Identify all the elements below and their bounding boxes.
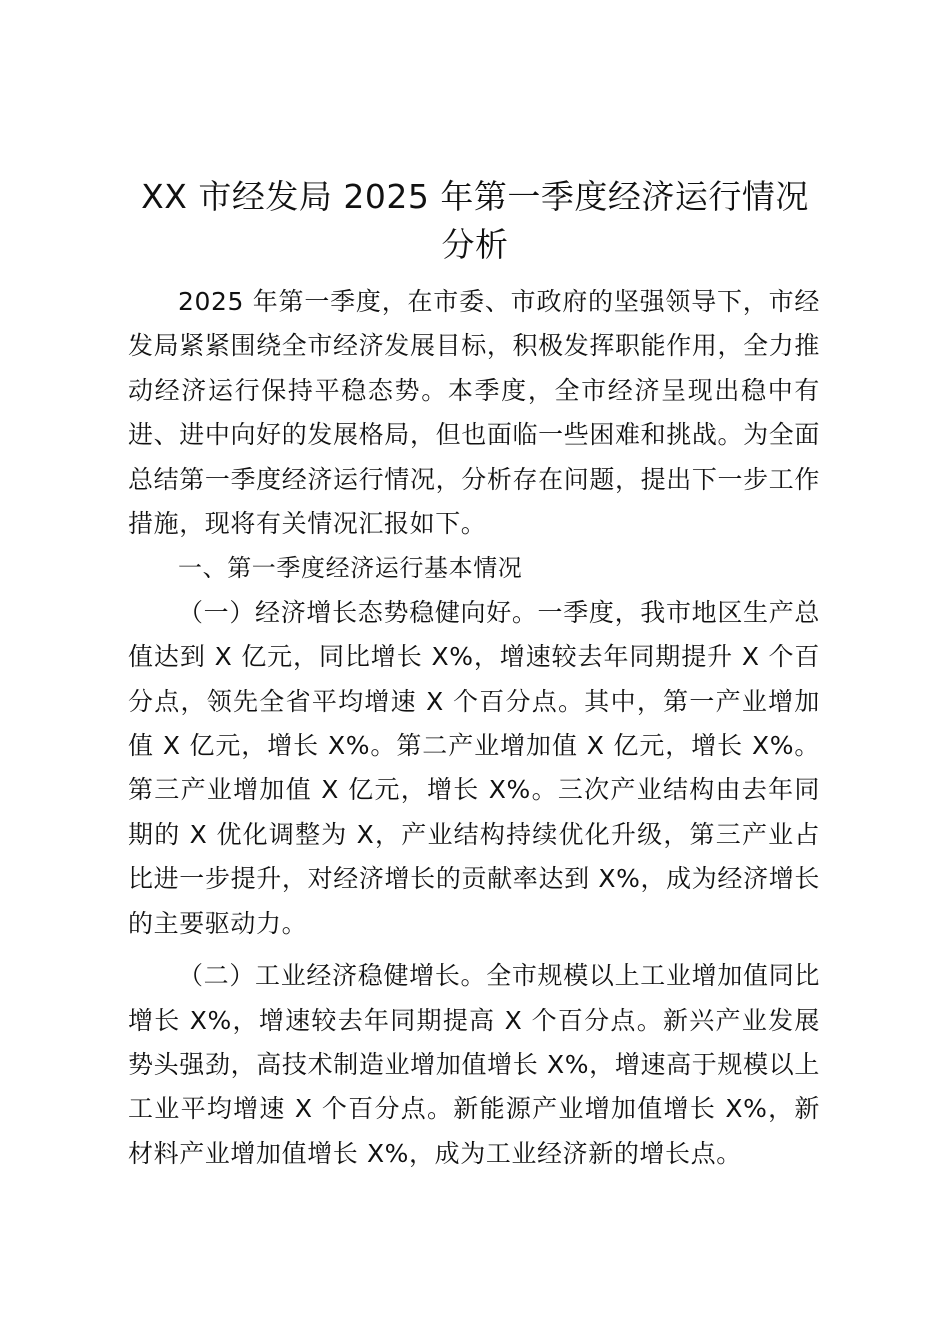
intro-paragraph: 2025 年第一季度，在市委、市政府的坚强领导下，市经发局紧紧围绕全市经济发展目标，积极发挥职能作用，全力推动经济运行保持平稳态势。本季度，全市经济呈现出稳中有进、进中向好的发展格局，但也面临一些困难和挑战。为全面总结第一季度经济运行情况，分析存在问题，提出下一步工作措施，现将有关情况汇报如下。 bbox=[128, 287, 820, 539]
section-heading: 一、第一季度经济运行基本情况 bbox=[178, 554, 523, 583]
document-title-line1: XX 市经发局 2025 年第一季度经济运行情况 bbox=[141, 177, 809, 216]
body-paragraph-industrial-growth: （二）工业经济稳健增长。全市规模以上工业增加值同比增长 X%，增速较去年同期提高 X 个百分点。新兴产业发展势头强劲，高技术制造业增加值增长 X%，增速高于规模以上工业平均增速 X 个百分点。新能源产业增加值增长 X%，新材料产业增加值增长 X%，成为工业经济新的增长点。 bbox=[128, 961, 820, 1168]
document-body bbox=[128, 280, 820, 1176]
document-title-line2: 分析 bbox=[441, 225, 509, 264]
body-paragraph-economic-growth: （一）经济增长态势稳健向好。一季度，我市地区生产总值达到 X 亿元，同比增长 X%，增速较去年同期提升 X 个百分点，领先全省平均增速 X 个百分点。其中，第一产业增加值 X 亿元，增长 X%。第二产业增加值 X 亿元，增长 X%。第三产业增加值 X 亿元，增长 X%。三次产业结构由去年同期的 X 优化调整为 X，产业结构持续优化升级，第三产业占比进一步提升，对经济增长的贡献率达到 X%，成为经济增长的主要驱动力。 bbox=[128, 597, 820, 938]
